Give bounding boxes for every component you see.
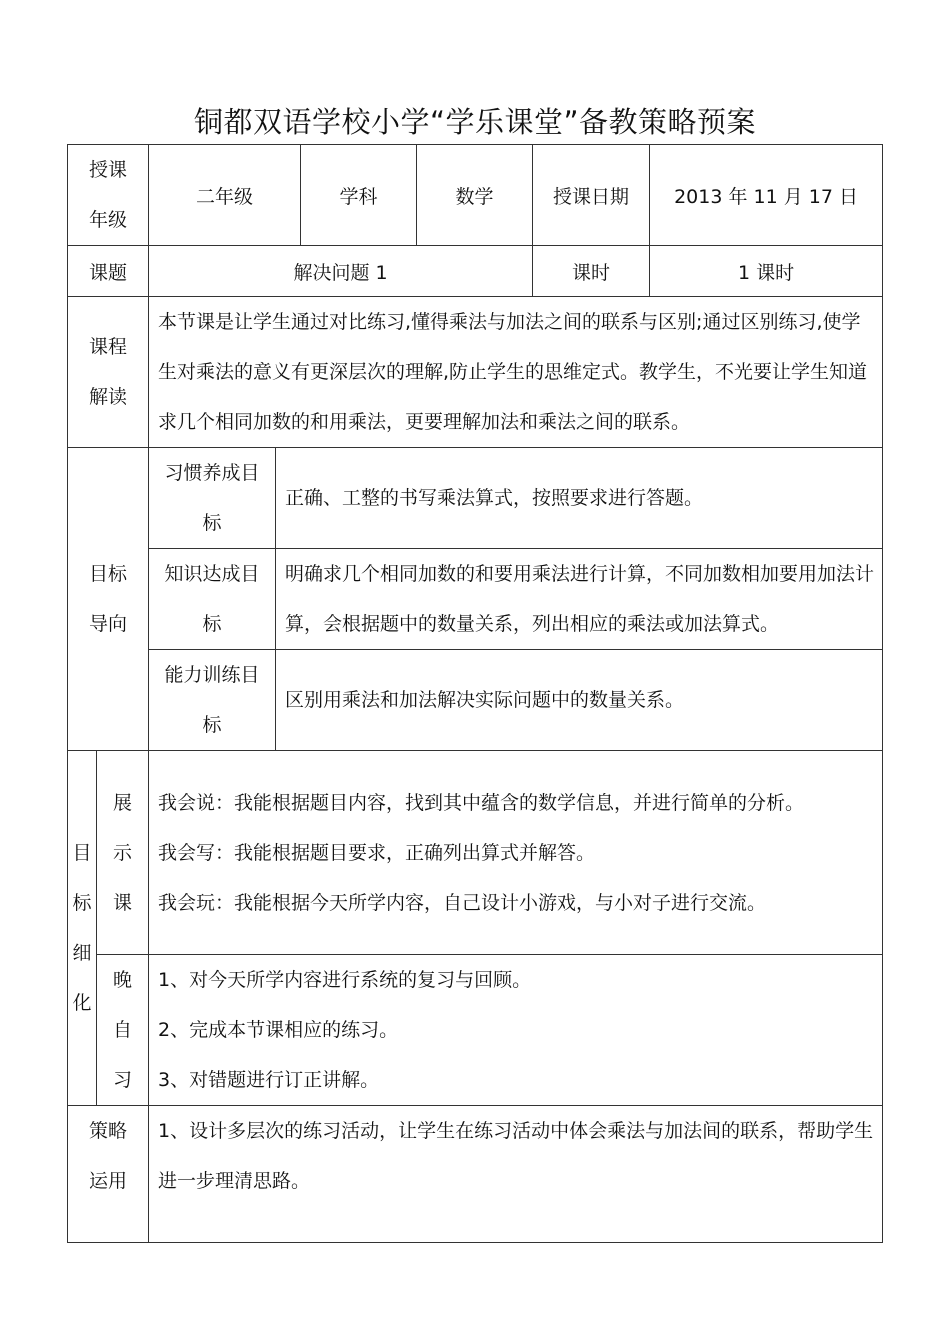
goal-row [68, 549, 883, 650]
course-row [68, 297, 883, 448]
evening-char: 自 [113, 1019, 133, 1041]
strategy-label-line2: 运用 [89, 1170, 128, 1192]
goal-label-line1: 知识达成目 [164, 563, 260, 585]
goal-label-ability [149, 650, 276, 751]
grade-label-line1: 授课 [89, 159, 128, 181]
detail-show-row [68, 751, 883, 955]
subject-value: 数学 [417, 145, 533, 246]
goals-label-line2: 导向 [89, 613, 128, 635]
subject-label: 学科 [301, 145, 417, 246]
evening-line: 2、完成本节课相应的练习。 [158, 1019, 399, 1041]
show-line: 我会玩：我能根据今天所学内容，自己设计小游戏，与小对子进行交流。 [158, 891, 767, 914]
detail-outer-label [68, 751, 97, 1106]
evening-study-content [149, 955, 883, 1106]
goal-label-line2: 标 [202, 714, 222, 736]
detail-char: 目 [72, 842, 92, 864]
show-char: 示 [113, 841, 133, 864]
course-label-line1: 课程 [89, 336, 128, 358]
goals-label-cell [68, 448, 149, 751]
show-class-label [97, 751, 149, 955]
lesson-plan-table [67, 144, 883, 1243]
detail-char: 化 [72, 992, 92, 1014]
goal-text-ability: 区别用乘法和加法解决实际问题中的数量关系。 [276, 650, 883, 751]
info-row [68, 145, 883, 246]
show-char: 展 [113, 791, 133, 814]
evening-char: 习 [113, 1069, 133, 1091]
evening-char: 晚 [113, 969, 133, 991]
grade-label-line2: 年级 [89, 209, 128, 231]
strategy-label-line1: 策略 [89, 1120, 128, 1142]
strategy-text: 1、设计多层次的练习活动，让学生在练习活动中体会乘法与加法间的联系，帮助学生进一步理清思路。 [149, 1106, 883, 1243]
show-line: 我会说：我能根据题目内容，找到其中蕴含的数学信息，并进行简单的分析。 [158, 791, 805, 814]
topic-value: 解决问题 1 [149, 246, 533, 297]
detail-char: 细 [72, 942, 92, 964]
goal-label-habit [149, 448, 276, 549]
topic-row [68, 246, 883, 297]
goal-text-habit: 正确、工整的书写乘法算式，按照要求进行答题。 [276, 448, 883, 549]
evening-study-label [97, 955, 149, 1106]
grade-label-cell [68, 145, 149, 246]
goal-text-knowledge: 明确求几个相同加数的和要用乘法进行计算，不同加数相加要用加法计算，会根据题中的数量关系，列出相应的乘法或加法算式。 [276, 549, 883, 650]
goal-label-knowledge [149, 549, 276, 650]
course-text: 本节课是让学生通过对比练习,懂得乘法与加法之间的联系与区别;通过区别练习,使学生对乘法的意义有更深层次的理解,防止学生的思维定式。教学生，不光要让学生知道求几个相同加数的和用乘法，更要理解加法和乘法之间的联系。 [149, 297, 883, 448]
strategy-label-cell [68, 1106, 149, 1243]
period-label: 课时 [533, 246, 650, 297]
grade-value: 二年级 [149, 145, 301, 246]
goal-row [68, 650, 883, 751]
date-value: 2013 年 11 月 17 日 [650, 145, 883, 246]
evening-line: 3、对错题进行订正讲解。 [158, 1069, 380, 1091]
goal-label-line1: 习惯养成目 [164, 462, 260, 484]
show-char: 课 [113, 891, 133, 914]
course-label-line2: 解读 [89, 386, 128, 408]
goals-label-line1: 目标 [89, 563, 128, 585]
goal-row [68, 448, 883, 549]
course-label-cell [68, 297, 149, 448]
page-title: 铜都双语学校小学“学乐课堂”备教策略预案 [193, 105, 757, 139]
evening-line: 1、对今天所学内容进行系统的复习与回顾。 [158, 969, 532, 991]
show-class-content [149, 751, 883, 955]
detail-char: 标 [72, 892, 92, 914]
goal-label-line2: 标 [202, 613, 222, 635]
goal-label-line1: 能力训练目 [164, 664, 260, 686]
period-value: 1 课时 [650, 246, 883, 297]
detail-evening-row [68, 955, 883, 1106]
date-label: 授课日期 [533, 145, 650, 246]
goal-label-line2: 标 [202, 512, 222, 534]
show-line: 我会写：我能根据题目要求，正确列出算式并解答。 [158, 841, 596, 864]
topic-label: 课题 [68, 246, 149, 297]
strategy-row [68, 1106, 883, 1243]
